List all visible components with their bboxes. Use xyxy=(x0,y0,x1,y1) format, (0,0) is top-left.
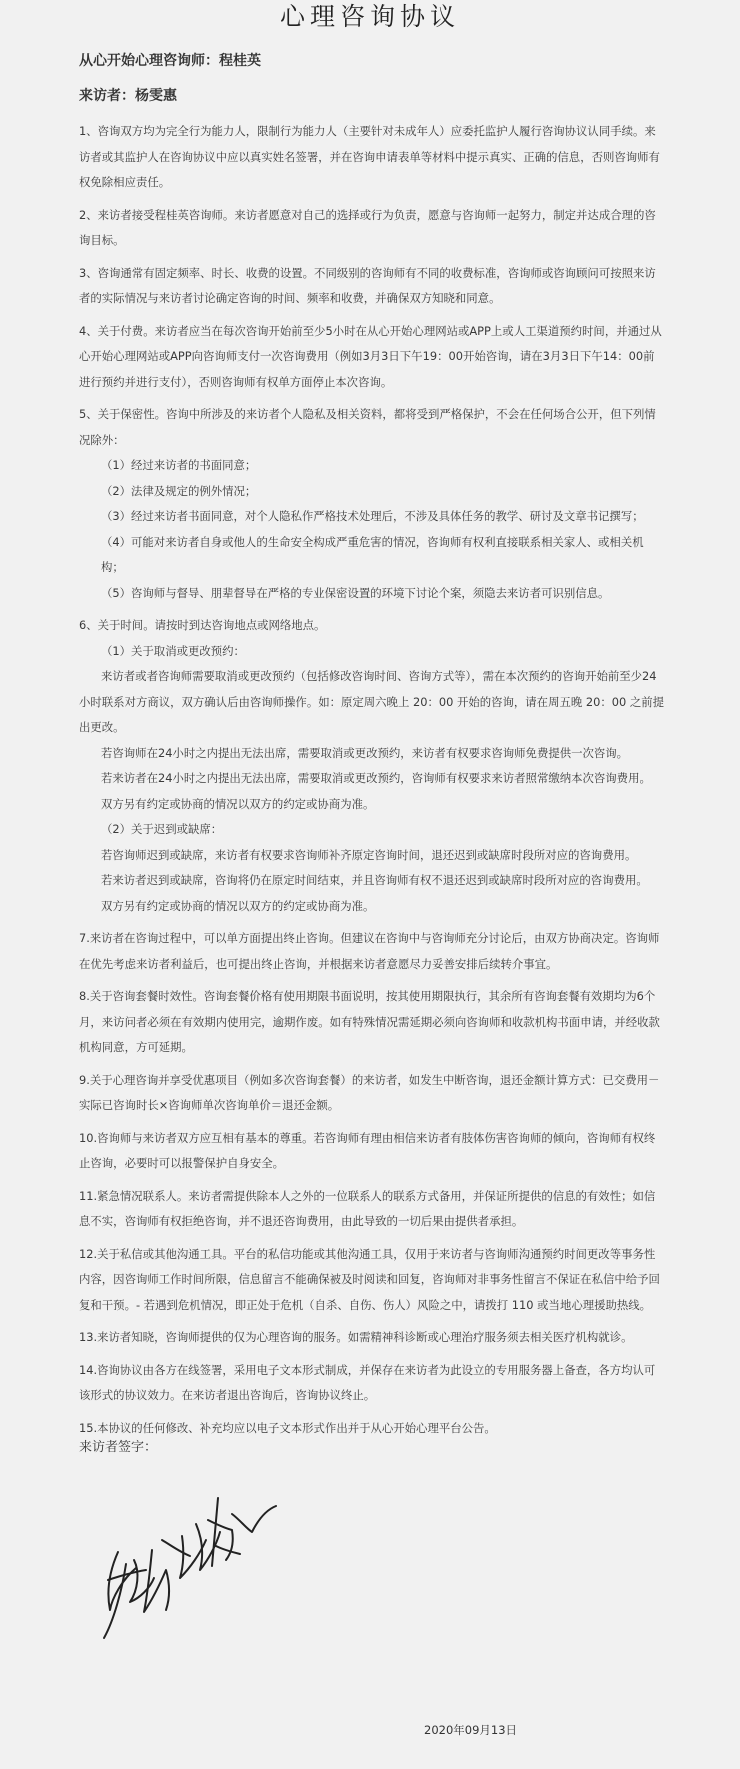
section-heading: （1）关于取消或更改预约： xyxy=(101,643,245,658)
clause-14 xyxy=(79,1358,665,1409)
clause-text: 9.关于心理咨询并享受优惠项目（例如多次咨询套餐）的来访者，如发生中断咨询，退还金额计算方式：已交费用－实际已咨询时长×咨询师单次咨询单价＝退还金额。 xyxy=(79,1072,660,1112)
clause-text: 13.来访者知晓，咨询师提供的仅为心理咨询的服务。如需精神科诊断或心理治疗服务须去相关医疗机构就诊。 xyxy=(79,1330,633,1344)
client-line: 来访者：杨雯惠 xyxy=(79,88,177,104)
clause-9 xyxy=(79,1068,665,1119)
clause-text: 15.本协议的任何修改、补充均应以电子文本形式作出并于从心开始心理平台公告。 xyxy=(79,1420,496,1435)
clause-list xyxy=(79,119,665,1448)
section-paragraph: 若咨询师在24小时之内提出无法出席，需要取消或更改预约，来访者有权要求咨询师免费提供一次咨询。 xyxy=(101,745,629,760)
clause-10 xyxy=(79,1126,665,1177)
clause-15 xyxy=(79,1416,665,1442)
clause-text: 10.咨询师与来访者双方应互相有基本的尊重。若咨询师有理由相信来访者有肢体伤害咨询师的倾向，咨询师有权终止咨询，必要时可以报警保护自身安全。 xyxy=(79,1130,656,1170)
clause-12 xyxy=(79,1242,665,1319)
clause-text: 14.咨询协议由各方在线签署，采用电子文本形式制成，并保存在来访者为此设立的专用服务器上备查，各方均认可该形式的协议效力。在来访者退出咨询后，咨询协议终止。 xyxy=(79,1362,656,1402)
section-paragraph: 双方另有约定或协商的情况以双方的约定或协商为准。 xyxy=(101,796,375,811)
clause-text: 11.紧急情况联系人。来访者需提供除本人之外的一位联系人的联系方式备用，并保证所提供的信息的有效性；如信息不实，咨询师有权拒绝咨询，并不退还咨询费用，由此导致的一切后果由提供者承担。 xyxy=(79,1188,656,1228)
signature-date: 2020年09月13日 xyxy=(424,1723,518,1737)
clause-8 xyxy=(79,984,665,1061)
clause-text: 5、关于保密性。咨询中所涉及的来访者个人隐私及相关资料，都将受到严格保护，不会在任何场合公开，但下列情况除外： xyxy=(79,407,656,447)
clause-sub-item: （4）可能对来访者自身或他人的生命安全构成严重危害的情况，咨询师有权利直接联系相关家人、或相关机构； xyxy=(101,534,644,574)
handwritten-signature xyxy=(100,1480,330,1640)
clause-4 xyxy=(79,319,665,396)
section-paragraph: 双方另有约定或协商的情况以双方的约定或协商为准。 xyxy=(101,898,375,913)
clause-text: 12.关于私信或其他沟通工具。平台的私信功能或其他沟通工具，仅用于来访者与咨询师沟通预约时间更改等事务性内容，因咨询师工作时间所限，信息留言不能确保被及时阅读和回复，咨询师对非事务性留言不保证在私信中给予回复和干预。- 若遇到危机情况，即正处于危机（自杀、自伤、伤人）风险之中，请拨打 110 或当地心理援助热线。 xyxy=(79,1246,660,1312)
section-paragraph: 若来访者在24小时之内提出无法出席，需要取消或更改预约，咨询师有权要求来访者照常缴纳本次咨询费用。 xyxy=(101,771,651,785)
clause-sub-item: （1）经过来访者的书面同意； xyxy=(101,458,257,472)
section-paragraph: 来访者或者咨询师需要取消或更改预约（包括修改咨询时间、咨询方式等），需在本次预约的咨询开始前至少24小时联系对方商议，双方确认后由咨询师操作。如：原定周六晚上 20：00 开始的咨询，请在周五晚 20：00 之前提出更改。 xyxy=(79,669,665,734)
clause-sub-item: （3）经过来访者书面同意，对个人隐私作严格技术处理后，不涉及具体任务的教学、研讨及文章书记撰写； xyxy=(101,509,644,523)
clause-13 xyxy=(79,1325,665,1351)
clause-text: 7.来访者在咨询过程中，可以单方面提出终止咨询。但建议在咨询中与咨询师充分讨论后，由双方协商决定。咨询师在优先考虑来访者利益后，也可提出终止咨询，并根据来访者意愿尽力妥善安排后续转介事宜。 xyxy=(79,931,660,971)
clause-11 xyxy=(79,1184,665,1235)
document-title: 心理咨询协议 xyxy=(279,2,460,31)
clause-text: 6、关于时间。请按时到达咨询地点或网络地点。 xyxy=(79,618,326,632)
clause-text: 1、咨询双方均为完全行为能力人，限制行为能力人（主要针对未成年人）应委托监护人履行咨询协议认同手续。来访者或其监护人在咨询协议中应以真实姓名签署，并在咨询申请表单等材料中提示真实、正确的信息，否则咨询师有权免除相应责任。 xyxy=(79,124,660,189)
section-heading: （2）关于迟到或缺席： xyxy=(101,822,223,836)
counselor-line: 从心开始心理咨询师：程桂英 xyxy=(79,53,261,69)
clause-1 xyxy=(79,119,665,196)
signature-label: 来访者签字： xyxy=(79,1440,158,1455)
section-paragraph: 若来访者迟到或缺席，咨询将仍在原定时间结束，并且咨询师有权不退还迟到或缺席时段所对应的咨询费用。 xyxy=(101,873,648,887)
clause-6 xyxy=(79,613,665,919)
clause-text: 8.关于咨询套餐时效性。咨询套餐价格有使用期限书面说明，按其使用期限执行，其余所有咨询套餐有效期均为6个月，来访问者必须在有效期内使用完，逾期作废。如有特殊情况需延期必须向咨询师和收款机构书面申请，并经收款机构同意，方可延期。 xyxy=(79,989,660,1054)
clause-2 xyxy=(79,203,665,254)
clause-7 xyxy=(79,926,665,977)
clause-text: 2、来访者接受程桂英咨询师。来访者愿意对自己的选择或行为负责，愿意与咨询师一起努力，制定并达成合理的咨询目标。 xyxy=(79,207,656,247)
section-paragraph: 若咨询师迟到或缺席，来访者有权要求咨询师补齐原定咨询时间，退还迟到或缺席时段所对应的咨询费用。 xyxy=(101,847,637,862)
clause-sub-item: （2）法律及规定的例外情况； xyxy=(101,483,257,498)
clause-sub-item: （5）咨询师与督导、朋辈督导在严格的专业保密设置的环境下讨论个案，须隐去来访者可识别信息。 xyxy=(101,585,610,600)
clause-text: 4、关于付费。来访者应当在每次咨询开始前至少5小时在从心开始心理网站或APP上或人工渠道预约时间，并通过从心开始心理网站或APP向咨询师支付一次咨询费用（例如3月3日下午19：00开始咨询，请在3月3日下午14：00前进行预约并进行支付），否则咨询师有权单方面停止本次咨询。 xyxy=(79,323,662,389)
clause-5 xyxy=(79,402,665,606)
clause-3 xyxy=(79,261,665,312)
clause-text: 3、咨询通常有固定频率、时长、收费的设置。不同级别的咨询师有不同的收费标准，咨询师或咨询顾问可按照来访者的实际情况与来访者讨论确定咨询的时间、频率和收费，并确保双方知晓和同意。 xyxy=(79,265,656,305)
